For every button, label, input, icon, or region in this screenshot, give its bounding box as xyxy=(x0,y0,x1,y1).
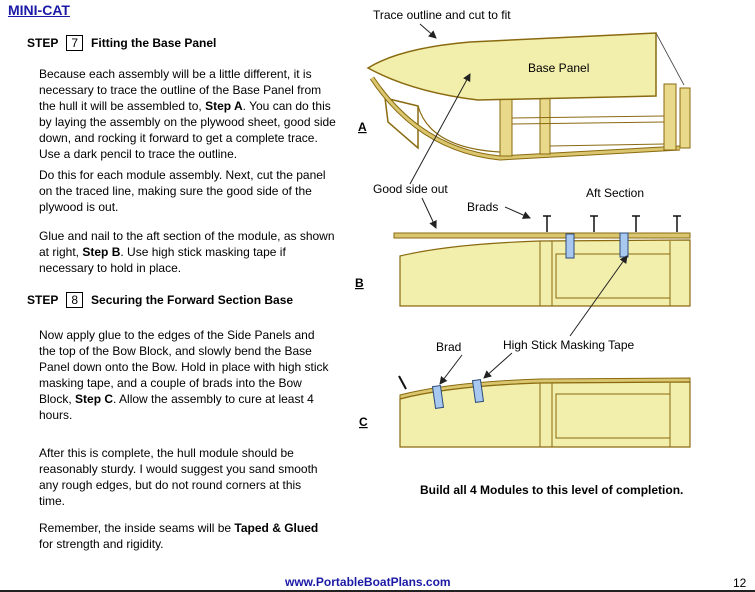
step-8-paragraph-1: Now apply glue to the edges of the Side Panels and the top of the Bow Block, and slowly bend the Base Panel down onto the Bow. Hold in place with high stick masking tape, and a couple of brads into the Bow Block, Step C. Allow the assembly to cure at least 4 hours. xyxy=(39,328,329,422)
label-brads: Brads xyxy=(467,200,499,214)
step-7-paragraph-3: Glue and nail to the aft section of the module, as shown at right, Step B. Use high stick masking tape if necessary to hold in place. xyxy=(39,229,335,275)
arrow-trace xyxy=(420,24,436,38)
step-a-letter: A xyxy=(358,120,367,134)
arrow-good-side xyxy=(422,198,436,228)
step-8-word: STEP xyxy=(27,293,59,307)
step-7-number: 7 xyxy=(66,35,83,51)
step-8-number: 8 xyxy=(66,292,83,308)
label-high-stick-tape: High Stick Masking Tape xyxy=(503,338,635,352)
page-number: 12 xyxy=(733,576,747,590)
step-c-letter: C xyxy=(359,415,368,429)
arrow-brads xyxy=(505,207,530,218)
step-c-drawing xyxy=(399,376,690,447)
label-brad: Brad xyxy=(436,340,462,354)
website-link[interactable]: www.PortableBoatPlans.com xyxy=(285,575,451,589)
step-8-title: Securing the Forward Section Base xyxy=(91,293,294,307)
label-good-side-out: Good side out xyxy=(373,182,448,196)
step-7-paragraph-2: Do this for each module assembly. Next, cut the panel on the traced line, making sure the good side of the plywood is out. xyxy=(39,168,326,214)
step-7-title: Fitting the Base Panel xyxy=(91,36,217,50)
step-8-paragraph-2: After this is complete, the hull module should be reasonably sturdy. I would suggest you sand smooth any rough edges, but do not round corners at this time. xyxy=(39,446,318,508)
page-title: MINI-CAT xyxy=(8,2,70,18)
arrow-tape-c xyxy=(484,353,512,378)
step-7-word: STEP xyxy=(27,36,59,50)
tape-strip xyxy=(566,234,574,258)
step-8-paragraph-3: Remember, the inside seams will be Taped & Glued for strength and rigidity. xyxy=(39,521,319,551)
step-b-drawing xyxy=(394,216,690,306)
tape-strip xyxy=(620,233,628,257)
step-b-letter: B xyxy=(355,276,364,290)
diagram-caption: Build all 4 Modules to this level of completion. xyxy=(420,483,684,497)
label-trace-outline: Trace outline and cut to fit xyxy=(373,8,511,22)
step-a-drawing xyxy=(368,33,690,158)
label-aft-section: Aft Section xyxy=(586,186,645,200)
arrow-brad xyxy=(440,355,462,384)
step-7-paragraph-1: Because each assembly will be a little different, it is necessary to trace the outline of the Base Panel from the hull it will be assembled to, Step A. You can do this by laying the assembly on the plywood sheet, good side down, and rocking it forward to get a complete trace. Use a dark pencil to trace the outline. xyxy=(39,67,336,161)
label-base-panel: Base Panel xyxy=(528,61,590,75)
